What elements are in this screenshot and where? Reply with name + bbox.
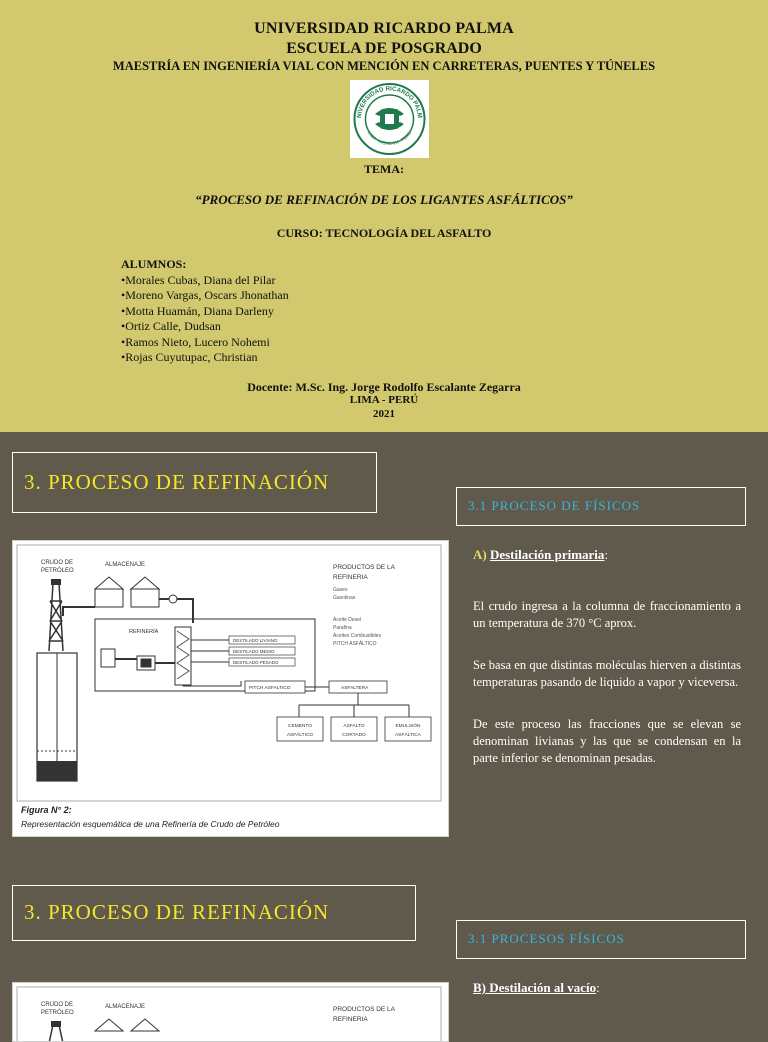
asfaltera-box: ASFALTERA: [341, 686, 369, 691]
slide1-subtitle: 3.1 PROCESO DE FÍSICOS: [456, 487, 746, 526]
crudo-label-1: CRUDO DE: [41, 560, 74, 566]
output-emulsion-2: ASFÁLTICA: [395, 733, 421, 738]
product-item: PITCH ASFÁLTICO: [333, 641, 377, 647]
output-asfalto-2: CORTADO: [342, 733, 366, 738]
refinery-figure: [12, 540, 449, 837]
crudo-label-2: PETRÓLEO: [41, 568, 74, 574]
destilado-pesado: DESTILADO PESADO: [233, 660, 279, 665]
oil-derrick: [49, 579, 63, 651]
productos-title-2: REFINERIA: [333, 574, 368, 581]
product-item: Aceites Combustibles: [333, 633, 382, 639]
tema-title: “PROCESO DE REFINACIÓN DE LOS LIGANTES ASFÁLTICOS”: [195, 192, 573, 207]
output-cemento-2: ASFÁLTICO: [286, 733, 314, 738]
university-name: UNIVERSIDAD RICARDO PALMA: [254, 20, 514, 37]
productos-title-1: PRODUCTOS DE LA: [333, 564, 396, 571]
refinery-units: [101, 627, 191, 685]
crudo-label-2: PETRÓLEO: [41, 1010, 74, 1016]
paragraph-3: De este proceso las fracciones que se elevan se denominan livianas y las que se condensan en la parte inferior se denominan pesadas.: [473, 717, 741, 765]
destilado-liviano: DESTILADO LIVIANO: [233, 638, 278, 643]
teacher-name: Docente: M.Sc. Ing. Jorge Rodolfo Escalante Zegarra: [247, 380, 521, 394]
productos-title-2: REFINERIA: [333, 1016, 368, 1023]
slide2-heading: [473, 980, 600, 996]
figure-caption: Representación esquemática de una Refinería de Crudo de Petróleo: [21, 819, 280, 829]
paragraph-2: Se basa en que distintas moléculas hierven a distintas temperaturas pasando de liquido a vapor y viceversa.: [473, 658, 741, 689]
student-item: •Morales Cubas, Diana del Pilar: [121, 272, 276, 287]
output-emulsion-1: EMULSIÓN: [395, 724, 421, 729]
slide2-subtitle: 3.1 PROCESOS FÍSICOS: [456, 920, 746, 959]
logo-ring-bottom-text: LIMA · MCMLXIX · PERÚ: [366, 130, 413, 146]
heading-text: B) Destilación al vacío: [473, 980, 597, 995]
slide2-title: 3. PROCESO DE REFINACIÓN: [12, 885, 416, 941]
output-asfalto-1: ASFALTO: [343, 724, 365, 729]
svg-text:LIMA · MCMLXIX · PERÚ: [367, 130, 413, 146]
product-item: Parafina: [333, 625, 352, 631]
course-name: CURSO: TECNOLOGÍA DEL ASFALTO: [276, 226, 492, 240]
program-name: MAESTRÍA EN INGENIERÍA VIAL CON MENCIÓN EN CARRETERAS, PUENTES Y TÚNELES: [112, 59, 656, 73]
student-item: •Ortiz Calle, Dudsan: [121, 319, 221, 333]
product-item: Gases: [333, 587, 348, 593]
heading-suffix: :: [596, 980, 600, 995]
slide1-title: 3. PROCESO DE REFINACIÓN: [12, 452, 377, 513]
university-logo: [350, 80, 429, 158]
product-item: Aceite Desel: [333, 617, 362, 623]
year-label: 2021: [373, 408, 395, 420]
productos-title-1: PRODUCTOS DE LA: [333, 1006, 396, 1013]
storage-tanks: [95, 577, 159, 607]
city-label: LIMA - PERÚ: [349, 394, 419, 406]
logo-ring-top-text: NIVERSIDAD RICARDO PALM: [355, 85, 424, 119]
student-item: •Moreno Vargas, Oscars Jhonathan: [121, 288, 289, 302]
refinery-figure-2: [12, 982, 449, 1042]
refineria-label: REFINERÍA: [129, 629, 159, 635]
students-heading: ALUMNOS:: [121, 257, 187, 271]
student-item: •Motta Huamán, Diana Darleny: [121, 303, 274, 318]
pitch-asfaltico-box: PITCH ASFALTICO: [249, 686, 291, 691]
heading-letter: A): [473, 547, 487, 562]
school-name: ESCUELA DE POSGRADO: [286, 40, 482, 57]
tema-label: TEMA:: [364, 162, 404, 176]
almacenaje-label: ALMACENAJE: [105, 562, 146, 568]
slide1-heading: [473, 547, 608, 563]
well-bottom: [37, 761, 77, 781]
paragraph-1: El crudo ingresa a la columna de fraccionamiento a un temperatura de 370 °C aprox.: [473, 599, 741, 630]
almacenaje-label: ALMACENAJE: [105, 1004, 146, 1010]
student-item: •Rojas Cuyutupac, Christian: [121, 350, 258, 364]
crudo-label-1: CRUDO DE: [41, 1002, 74, 1008]
heading-text: Destilación primaria: [489, 547, 605, 562]
output-cemento-1: CEMENTO: [288, 724, 312, 729]
figure-caption-title: Figura N° 2:: [21, 805, 72, 815]
cover-page: [0, 0, 768, 432]
student-item: •Ramos Nieto, Lucero Nohemi: [121, 334, 270, 349]
product-item: Gasolinas: [333, 595, 356, 601]
students-list: [121, 257, 289, 366]
heading-suffix: :: [604, 547, 609, 562]
destilado-medio: DESTILADO MEDIO: [233, 649, 275, 654]
